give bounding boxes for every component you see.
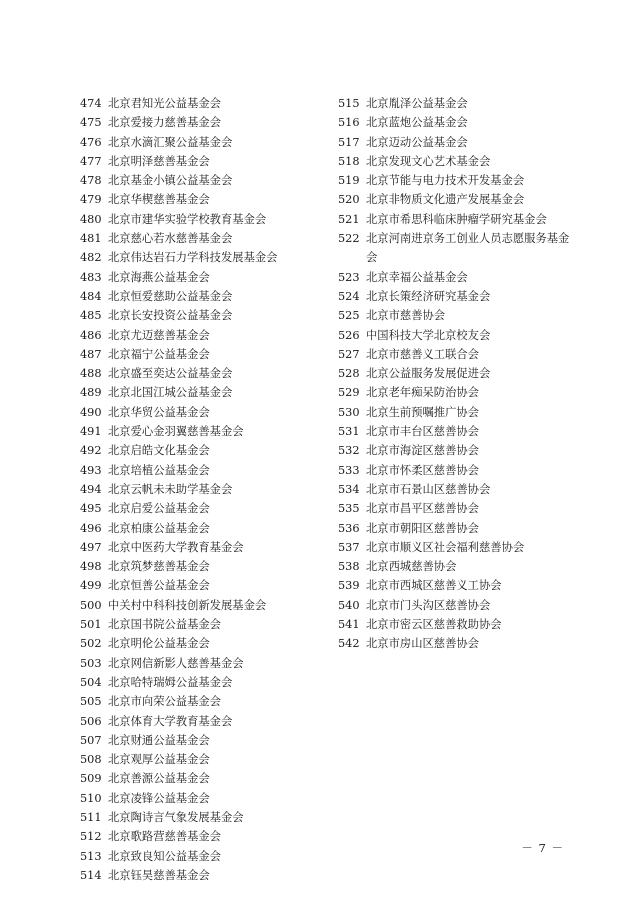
list-item-label: 北京西城慈善协会 xyxy=(366,560,457,574)
list-item-number: 522 xyxy=(338,232,360,246)
list-item-label: 北京凌锋公益基金会 xyxy=(108,791,210,805)
list-item xyxy=(80,345,312,364)
list-item-label: 北京网信新影人慈善基金会 xyxy=(108,656,244,670)
list-item-number: 503 xyxy=(80,656,102,670)
list-item xyxy=(338,480,570,499)
list-item-label: 北京云帆未未助学基金会 xyxy=(108,482,233,496)
list-item xyxy=(338,364,570,383)
list-item-number: 541 xyxy=(338,618,360,632)
list-item-number: 483 xyxy=(80,270,102,284)
list-item xyxy=(338,499,570,518)
list-item-number: 479 xyxy=(80,193,102,207)
list-item-label: 北京华楔慈善基金会 xyxy=(108,193,210,207)
list-item-number: 488 xyxy=(80,367,102,381)
list-item-label: 北京明泽慈善基金会 xyxy=(108,154,210,168)
list-item-number: 481 xyxy=(80,232,102,246)
list-item xyxy=(338,576,570,595)
list-item-number: 540 xyxy=(338,598,360,612)
list-item-label: 北京发现文心艺术基金会 xyxy=(366,154,491,168)
list-item xyxy=(80,326,312,345)
list-item-number: 514 xyxy=(80,868,102,882)
list-item xyxy=(80,673,312,692)
list-item xyxy=(80,133,312,152)
list-item-label: 北京观厚公益基金会 xyxy=(108,753,210,767)
list-item-number: 501 xyxy=(80,618,102,632)
list-item xyxy=(80,248,312,267)
list-item-label: 北京哈特瑞姆公益基金会 xyxy=(108,675,233,689)
list-item-label: 北京幸福公益基金会 xyxy=(366,270,468,284)
list-item-number: 486 xyxy=(80,328,102,342)
list-item-number: 512 xyxy=(80,830,102,844)
list-item-label: 北京启爱公益基金会 xyxy=(108,502,210,516)
list-item-number: 519 xyxy=(338,174,360,188)
list-item-number: 502 xyxy=(80,637,102,651)
list-item-number: 506 xyxy=(80,714,102,728)
list-item-number: 517 xyxy=(338,135,360,149)
list-item-label: 北京市慈善义工联合会 xyxy=(366,347,479,361)
list-item xyxy=(80,441,312,460)
list-item-number: 527 xyxy=(338,347,360,361)
list-item-label: 中关村中科科技创新发展基金会 xyxy=(108,598,267,612)
list-item-label: 北京善源公益基金会 xyxy=(108,772,210,786)
list-item xyxy=(80,210,312,229)
list-item xyxy=(80,422,312,441)
list-item-number: 484 xyxy=(80,289,102,303)
list-item-label: 北京市房山区慈善协会 xyxy=(366,637,479,651)
list-item-label: 北京北国江城公益基金会 xyxy=(108,386,233,400)
list-item xyxy=(80,827,312,846)
list-item-label: 北京华贸公益基金会 xyxy=(108,405,210,419)
list-item xyxy=(338,461,570,480)
list-column-left xyxy=(80,94,312,885)
list-item-number: 507 xyxy=(80,733,102,747)
list-item-label: 北京海燕公益基金会 xyxy=(108,270,210,284)
list-item xyxy=(80,190,312,209)
list-item-number: 525 xyxy=(338,309,360,323)
list-item xyxy=(80,538,312,557)
list-item xyxy=(338,557,570,576)
list-item xyxy=(80,596,312,615)
list-item-number: 475 xyxy=(80,116,102,130)
list-item-label: 北京非物质文化遗产发展基金会 xyxy=(366,193,525,207)
list-item xyxy=(338,171,570,190)
list-item-label: 北京生前预嘱推广协会 xyxy=(366,405,479,419)
list-item-label: 北京老年痴呆防治协会 xyxy=(366,386,479,400)
list-item-number: 523 xyxy=(338,270,360,284)
list-item xyxy=(338,306,570,325)
list-item xyxy=(80,480,312,499)
list-item xyxy=(338,152,570,171)
list-item xyxy=(338,210,570,229)
list-item-label: 北京市顺义区社会福利慈善协会 xyxy=(366,540,525,554)
list-item-label: 北京长安投资公益基金会 xyxy=(108,309,233,323)
list-item xyxy=(80,287,312,306)
list-item-label: 中国科技大学北京校友会 xyxy=(366,328,491,342)
list-item-number: 487 xyxy=(80,347,102,361)
list-item xyxy=(80,692,312,711)
list-item-number: 533 xyxy=(338,463,360,477)
list-item xyxy=(80,364,312,383)
list-item xyxy=(80,519,312,538)
list-item-number: 538 xyxy=(338,560,360,574)
list-item xyxy=(80,113,312,132)
list-item-label: 北京市西城区慈善义工协会 xyxy=(366,579,502,593)
list-item xyxy=(80,557,312,576)
list-item xyxy=(80,769,312,788)
two-column-list xyxy=(80,94,570,885)
list-item-number: 531 xyxy=(338,425,360,439)
list-item xyxy=(338,441,570,460)
list-item-label: 北京伟达岩石力学科技发展基金会 xyxy=(108,251,278,265)
list-item-number: 539 xyxy=(338,579,360,593)
list-item-label: 北京致良知公益基金会 xyxy=(108,849,221,863)
list-item xyxy=(80,461,312,480)
list-item-label: 北京市海淀区慈善协会 xyxy=(366,444,479,458)
list-column-right xyxy=(338,94,570,885)
list-item xyxy=(338,519,570,538)
list-item-number: 513 xyxy=(80,849,102,863)
list-item xyxy=(80,731,312,750)
list-item-label: 北京歌路营慈善基金会 xyxy=(108,830,221,844)
list-item xyxy=(338,113,570,132)
list-item-number: 495 xyxy=(80,502,102,516)
list-item-label: 北京盛至奕达公益基金会 xyxy=(108,367,233,381)
list-item-number: 494 xyxy=(80,482,102,496)
list-item-number: 516 xyxy=(338,116,360,130)
list-item xyxy=(80,94,312,113)
list-item-label: 北京中医药大学教育基金会 xyxy=(108,540,244,554)
list-item-label: 北京恒善公益基金会 xyxy=(108,579,210,593)
list-item-label: 北京财通公益基金会 xyxy=(108,733,210,747)
list-item-number: 505 xyxy=(80,695,102,709)
list-item-label: 北京筑梦慈善基金会 xyxy=(108,560,210,574)
page-number: － 7 － xyxy=(521,841,564,855)
list-item-number: 478 xyxy=(80,174,102,188)
list-item-number: 508 xyxy=(80,753,102,767)
list-item-number: 477 xyxy=(80,154,102,168)
list-item-label: 北京节能与电力技术开发基金会 xyxy=(366,174,525,188)
list-item-number: 520 xyxy=(338,193,360,207)
list-item-label: 北京君知光公益基金会 xyxy=(108,97,221,110)
list-item-number: 504 xyxy=(80,675,102,689)
list-item-label: 北京陶诗言气象发展基金会 xyxy=(108,810,244,824)
list-item-label: 北京钰昊慈善基金会 xyxy=(108,868,210,882)
list-item xyxy=(338,133,570,152)
list-item-number: 499 xyxy=(80,579,102,593)
list-item-number: 491 xyxy=(80,425,102,439)
list-item-number: 500 xyxy=(80,598,102,612)
list-item-label: 北京市朝阳区慈善协会 xyxy=(366,521,479,535)
list-item-label: 北京启皓文化基金会 xyxy=(108,444,210,458)
list-item-number: 542 xyxy=(338,637,360,651)
list-item-label: 北京市希思科临床肿瘤学研究基金会 xyxy=(366,212,547,226)
list-item xyxy=(80,383,312,402)
list-item-label: 北京国书院公益基金会 xyxy=(108,618,221,632)
list-item-number: 476 xyxy=(80,135,102,149)
list-item xyxy=(338,403,570,422)
list-item xyxy=(80,808,312,827)
list-item-number: 493 xyxy=(80,463,102,477)
list-item-label: 北京河南进京务工创业人员志愿服务基金会 xyxy=(366,232,570,265)
list-item xyxy=(80,268,312,287)
list-item-label: 北京培植公益基金会 xyxy=(108,463,210,477)
list-item-number: 509 xyxy=(80,772,102,786)
list-item-number: 535 xyxy=(338,502,360,516)
list-item-label: 北京体育大学教育基金会 xyxy=(108,714,233,728)
list-item-number: 496 xyxy=(80,521,102,535)
list-item-label: 北京蓝炮公益基金会 xyxy=(366,116,468,130)
list-item xyxy=(80,634,312,653)
list-item-number: 510 xyxy=(80,791,102,805)
list-item-label: 北京水滴汇聚公益基金会 xyxy=(108,135,233,149)
list-item-label: 北京市怀柔区慈善协会 xyxy=(366,463,479,477)
list-item xyxy=(80,152,312,171)
list-item-number: 530 xyxy=(338,405,360,419)
list-item-number: 480 xyxy=(80,212,102,226)
list-item-label: 北京市昌平区慈善协会 xyxy=(366,502,479,516)
list-item xyxy=(338,538,570,557)
list-item-number: 498 xyxy=(80,560,102,574)
list-item-number: 536 xyxy=(338,521,360,535)
list-item xyxy=(80,654,312,673)
list-item-number: 529 xyxy=(338,386,360,400)
list-item xyxy=(80,171,312,190)
list-item xyxy=(338,190,570,209)
list-item xyxy=(80,403,312,422)
list-item-label: 北京公益服务发展促进会 xyxy=(366,367,491,381)
list-item xyxy=(338,345,570,364)
list-item-number: 518 xyxy=(338,154,360,168)
list-item-number: 515 xyxy=(338,97,360,110)
list-item-number: 474 xyxy=(80,97,102,110)
list-item xyxy=(80,229,312,248)
list-item-number: 526 xyxy=(338,328,360,342)
list-item xyxy=(80,615,312,634)
list-item-label: 北京市石景山区慈善协会 xyxy=(366,482,491,496)
list-item-label: 北京胤泽公益基金会 xyxy=(366,97,468,110)
list-item-label: 北京市丰台区慈善协会 xyxy=(366,425,479,439)
list-item xyxy=(338,422,570,441)
list-item xyxy=(80,847,312,866)
list-item xyxy=(80,712,312,731)
list-item xyxy=(80,789,312,808)
list-item xyxy=(338,634,570,653)
list-item xyxy=(338,326,570,345)
list-item-number: 537 xyxy=(338,540,360,554)
list-item xyxy=(338,229,570,268)
list-item-label: 北京爱接力慈善基金会 xyxy=(108,116,221,130)
list-item-label: 北京市慈善协会 xyxy=(366,309,446,323)
list-item-number: 497 xyxy=(80,540,102,554)
list-item xyxy=(338,268,570,287)
list-item-number: 490 xyxy=(80,405,102,419)
list-item-number: 492 xyxy=(80,444,102,458)
list-item-number: 534 xyxy=(338,482,360,496)
list-item-number: 511 xyxy=(80,810,102,824)
list-item-label: 北京市门头沟区慈善协会 xyxy=(366,598,491,612)
list-item-label: 北京长策经济研究基金会 xyxy=(366,289,491,303)
list-item xyxy=(338,94,570,113)
list-item xyxy=(338,615,570,634)
list-item xyxy=(80,306,312,325)
list-item-number: 485 xyxy=(80,309,102,323)
list-item-number: 524 xyxy=(338,289,360,303)
list-item xyxy=(80,576,312,595)
list-item-label: 北京福宁公益基金会 xyxy=(108,347,210,361)
list-item-label: 北京柏康公益基金会 xyxy=(108,521,210,535)
list-item xyxy=(338,383,570,402)
list-item-label: 北京爱心金羽翼慈善基金会 xyxy=(108,425,244,439)
list-item-label: 北京恒爱慈助公益基金会 xyxy=(108,289,233,303)
list-item-label: 北京明伦公益基金会 xyxy=(108,637,210,651)
list-item xyxy=(338,287,570,306)
list-item xyxy=(338,596,570,615)
list-item-number: 528 xyxy=(338,367,360,381)
list-item xyxy=(80,866,312,885)
list-item-label: 北京市建华实验学校教育基金会 xyxy=(108,212,267,226)
list-item-label: 北京慈心若水慈善基金会 xyxy=(108,232,233,246)
list-item-label: 北京基金小镇公益基金会 xyxy=(108,174,233,188)
list-item-label: 北京迈动公益基金会 xyxy=(366,135,468,149)
list-item-number: 489 xyxy=(80,386,102,400)
list-item-number: 521 xyxy=(338,212,360,226)
list-item-number: 532 xyxy=(338,444,360,458)
list-item-number: 482 xyxy=(80,251,102,265)
list-item-label: 北京市密云区慈善救助协会 xyxy=(366,618,502,632)
list-item xyxy=(80,499,312,518)
list-item xyxy=(80,750,312,769)
list-item-label: 北京市向荣公益基金会 xyxy=(108,695,221,709)
list-item-label: 北京尤迈慈善基金会 xyxy=(108,328,210,342)
